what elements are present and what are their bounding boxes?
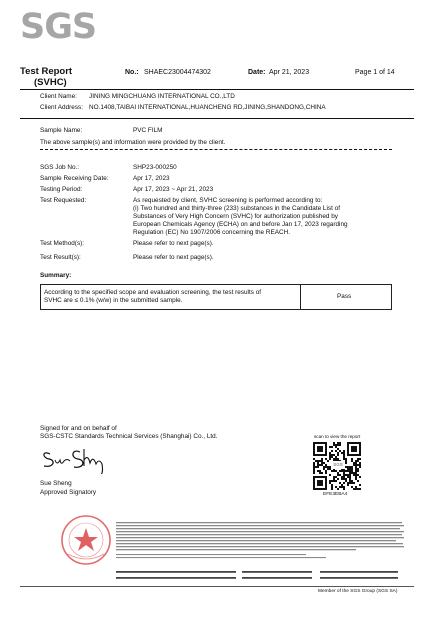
testing-period: Apr 17, 2023 ~ Apr 21, 2023 — [133, 186, 214, 193]
test-requested-line: European Chemicals Agency (ECHA) on and before Jan 17, 2023 regarding — [133, 221, 348, 228]
footer-divider — [20, 586, 414, 587]
address-contact-lines — [116, 570, 406, 582]
handwritten-signature — [40, 444, 115, 474]
summary-heading: Summary: — [40, 272, 72, 279]
test-requested-line: Regulation (EC) No 1907/2006 concerning the REACH. — [133, 229, 291, 236]
test-method-label: Test Method(s): — [40, 240, 85, 247]
company-name: SGS-CSTC Standards Technical Services (Shanghai) Co., Ltd. — [40, 433, 218, 440]
summary-text-line: According to the specified scope and evaluation screening, the test results of — [44, 289, 262, 296]
client-divider — [20, 118, 414, 119]
receiving-date: Apr 17, 2023 — [133, 175, 170, 182]
testing-period-label: Testing Period: — [40, 186, 83, 193]
sample-divider — [40, 149, 392, 150]
qr-code-id: EFE3EBA4 — [323, 492, 348, 497]
report-date: Apr 21, 2023 — [269, 69, 310, 76]
signer-title: Approved Signatory — [40, 489, 97, 496]
report-number-label: No.: — [125, 69, 139, 76]
qr-caption: scan to view the report — [314, 434, 361, 439]
header-divider — [20, 89, 414, 90]
report-subtitle: (SVHC) — [34, 77, 67, 88]
terms-fine-print — [116, 522, 406, 564]
job-number: SHP23-000250 — [133, 164, 177, 171]
report-title: Test Report — [20, 66, 73, 77]
test-requested-line: (i) Two hundred and thirty-three (233) substances in the Candidate List of — [133, 205, 340, 212]
sample-name-label: Sample Name: — [40, 127, 83, 134]
test-requested-line: Substances of Very High Concern (SVHC) for authorization published by — [133, 213, 338, 220]
sample-note: The above sample(s) and information were provided by the client. — [40, 139, 226, 146]
report-date-label: Date: — [248, 69, 266, 76]
page-number: Page 1 of 14 — [355, 69, 395, 76]
signer-name: Sue Sheng — [40, 480, 72, 487]
sgs-group-member: Member of the SGS Group (SGS SA) — [318, 589, 398, 594]
sgs-logo: SGS — [20, 7, 97, 47]
signed-on-behalf: Signed for and on behalf of — [40, 425, 117, 432]
receiving-date-label: Sample Receiving Date: — [40, 175, 109, 182]
summary-table-separator — [300, 284, 301, 310]
report-number: SHAEC23004474302 — [144, 69, 211, 76]
client-name: JINING MINGCHUANG INTERNATIONAL CO.,LTD — [89, 93, 235, 100]
job-number-label: SGS Job No.: — [40, 164, 80, 171]
summary-text-line: SVHC are ≤ 0.1% (w/w) in the submitted sample. — [44, 297, 183, 304]
client-name-label: Client Name: — [40, 93, 77, 100]
test-requested-label: Test Requested: — [40, 197, 87, 204]
test-result-label: Test Result(s): — [40, 254, 81, 261]
test-method: Please refer to next page(s). — [133, 240, 214, 247]
qr-center-logo: SGS — [331, 461, 345, 469]
company-seal — [60, 514, 112, 566]
test-requested-line: As requested by client, SVHC screening is performed according to: — [133, 197, 323, 204]
sample-name: PVC FILM — [133, 127, 163, 134]
client-address-label: Client Address: — [40, 104, 83, 111]
summary-result: Pass — [337, 293, 352, 300]
test-result: Please refer to next page(s). — [133, 254, 214, 261]
client-address: NO.1408,TAIBAI INTERNATIONAL,HUANCHENG RD,JINING,SHANDONG,CHINA — [89, 104, 326, 111]
